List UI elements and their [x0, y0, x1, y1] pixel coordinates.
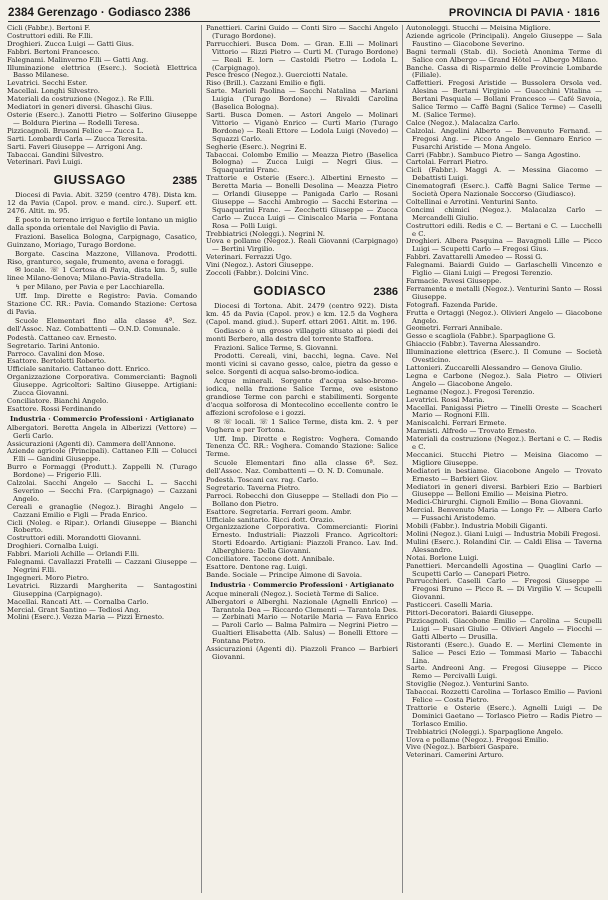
list-item: Albergatori e Alberghi. Nazionale (Agnelli Enrico) — Tarantola Dea — Riccardo Clementi — Tarantola Des. — Zerbinati Mario — Notarile Maria — Fava Enrico — Paroli Carlo — Balma Palmira — Negrini Pietro — Gualtieri Elisabetta (Alb. Salus) — Bonelli Ettore — Fontana Pietro. [206, 597, 398, 646]
list-item: Bande. Sociale — Principe Aimone di Savoia. [206, 570, 363, 579]
list-item: Tabaccai. Rozzetti Carolina — Torlasco Emilio — Pavioni Felice — Costa Pietro. [406, 688, 602, 705]
section-heading-giussago [7, 172, 197, 189]
list-item: Uova e pollame (Negoz.). Fregosi Emilio. [406, 735, 549, 744]
list-item: Esattore. Segretaria. Ferrari geom. Ambr. [206, 507, 352, 516]
list-item: Pesce fresco (Negoz.). Guerciotti Natale. [206, 71, 348, 80]
list-item: Pizzicagnoli. Giacobone Emilio — Carolina — Scupelli Luigi — Fusari Giulio — Olivieri Angelo — Fiocchi — Gatti Alberto — Drusilla. [406, 616, 602, 641]
section-heading-godiasco [206, 283, 398, 300]
list-item: Segretario. Tarini Antonio. [7, 341, 100, 350]
list-item: Podestà. Cattaneo cav. Ernesto. [7, 333, 117, 342]
list-item: Levatrici. Secchi Ester. [7, 79, 88, 88]
list-item: Legna e Carbone (Negoz.). Sala Pietro — Olivieri Angelo — Giacobone Angelo. [406, 371, 602, 388]
description-paragraph: Prodotti. Cereali, vini, bacchi, legna. Cave. Nel monti vicini si cavano gesso, calce, pietra da gesso e selce. Sorgenti di acqua salso-bromo-iodica. [206, 352, 398, 377]
list-item: Costruttori edili. Re F.lli. [7, 31, 93, 40]
list-item: Banche. Cassa di Risparmio delle Provincie Lombarde (Filiale). [406, 63, 602, 80]
list-item: Ingegneri. Moro Pietro. [7, 573, 89, 582]
list-item: Autonoleggi. Stucchi — Meisina Migliore. [406, 25, 551, 32]
list-item: Pittori-Decoratori. Baiardi Giuseppe. [406, 609, 534, 618]
list-item: Maniscalchi. Ferrari Ermete. [406, 419, 507, 428]
list-item: Tabaccai. Gandini Silvestro. [7, 150, 104, 159]
list-item: Panettieri. Carini Guido — Conti Siro — Sacchi Angelo (Turago Bordone). [206, 25, 398, 40]
list-item: Esattore. Dentone rag. Luigi. [206, 563, 308, 571]
list-item: Materiali da costruzione (Negoz.). Bertani e C. — Redis e C. [406, 435, 602, 452]
list-item: Mulini (Eserc.). Rolandini Cir. — Caldi Elisa — Taverna Alessandro. [406, 537, 602, 554]
list-item: Cicli (Fabbr.). Bertoni F. [7, 25, 91, 32]
list-item: Molini (Eserc.). Vezza Maria — Pizzi Ernesto. [7, 613, 164, 622]
list-item: Segretario. Taverna Pietro. [206, 483, 301, 492]
list-item: Mercial. Benvenuto Maria — Longo Fr. — Albera Carlo — Fussachi Aristodemo. [406, 506, 602, 523]
list-item: Fotografi. Fazenda Paride. [406, 300, 498, 309]
list-item: Albergatori. Beretta Angela in Alberizzi (Vettore) — Gerli Carlo. [7, 423, 197, 440]
list-item: Illuminazione elettrica (Eserc.). Il Comune — Società Ovesticino. [406, 348, 602, 365]
list-item: Parroci. Robecchi don Giuseppe — Stelladi don Pio — Bollano don Pietro. [206, 491, 398, 508]
column-rule [201, 25, 202, 893]
list-item: Fabbri. Marioli Achille — Orlandi F.lli. [7, 550, 140, 559]
list-item: Ghiaccio (Fabbr.). Taverna Alessandro. [406, 340, 541, 349]
list-item: Mercial. Grant Santino — Tediosi Ang. [7, 605, 141, 614]
giussago-officials [7, 335, 197, 414]
list-item: Ufficiale sanitario. Ricci dott. Orazio. [206, 515, 335, 524]
list-item: Acque minerali (Negoz.). Società Terme di Salice. [206, 589, 379, 598]
list-item: Coltellinai e Arrotini. Venturini Santo. [406, 197, 538, 206]
col1-top-list [7, 25, 197, 167]
description-paragraph: Frazioni. Baselica Bologna, Carpignago, Casatico, Guinzano, Moriago, Turago Bordone. [7, 232, 197, 249]
list-item: Concimi chimici (Negoz.). Malacalza Carlo — Mercandelli Giulio. [406, 205, 602, 222]
description-paragraph: Acque minerali. Sorgente d'acqua salso-bromo-iodica, nella frazione Salice Terme, ove esistono grandiose Terme con parchi e stabilimenti. Sorgente d'acqua solforosa di Montecolino eccellente contro le affezioni scrofolose e i gozzi. [206, 377, 398, 417]
list-item: Costruttori edili. Morandotti Giovanni. [7, 534, 142, 543]
list-item: Legname (Negoz.). Fregosi Terenzio. [406, 387, 535, 396]
godiasco-description [206, 303, 398, 476]
list-item: Levatrici. Rizzardi Margherita — Santagostini Giuseppina (Carpignago). [7, 581, 197, 598]
list-item: Aziende agricole (Principali). Angelo Giuseppe — Sala Faustino — Giacobone Severino. [406, 31, 602, 48]
list-item: Medici-Chirurghi. Cignoli Emilio — Bona Giovanni. [406, 498, 584, 507]
list-item: Zoccoli (Fabbr.). Dolcini Vinc. [206, 269, 309, 278]
list-item: Materiali da costruzione (Negoz.). Re F.lli. [7, 95, 155, 104]
description-paragraph: Uff. Imp. Dirette e Registro: Pavia. Comando Stazione CC. RR.: Pavia. Comando Stazione: Certosa di Pavia. [7, 292, 197, 316]
list-item: Illuminazione elettrica (Eserc.). Società Elettrica Basso Milanese. [7, 63, 197, 80]
list-item: Segherie (Eserc.). Negrini E. [206, 142, 307, 151]
list-item: Frutta e Ortaggi (Negoz.). Olivieri Angelo — Giacobone Angelo. [406, 308, 602, 325]
godiasco-businesses [206, 591, 398, 662]
list-item: Osterie (Eserc.). Zanotti Pietro — Solferino Giuseppe — Boldura Pierina — Rodelli Teresa. [7, 110, 197, 127]
list-item: Macellai. Panigassi Pietro — Tinelli Oreste — Scacheri Mario — Rognoni F.lli. [406, 403, 602, 420]
list-item: Meccanici. Stucchi Pietro — Meisina Giacomo — Migliore Giuseppe. [406, 450, 602, 467]
subsection-heading: Industria · Commercio Professioni · Artigianato [9, 414, 194, 423]
list-item: Gesso e scagliola (Fabbr.). Sparpaglione G. [406, 332, 556, 341]
list-item: Organizzazione Corporativa. Commercianti: Fiorini Ernesto. Industriali: Piazzoli Franco. Agricoltori: Storti Edoardo. Artigiani: Piazzoli Franco. Lav. Ind. Alberghiera: Della Giovanni. [206, 523, 398, 556]
list-item: Fabbri. Zavattarelli Amedeo — Rossi G. [406, 253, 543, 262]
list-item: Organizzazione Corporativa. Commercianti: Bagnoli Giuseppe. Agricoltori: Saltino Giuseppe. Artigiani: Zucca Giovanni. [7, 373, 197, 398]
list-item: Trebbiatrici (Noleggi.). Sparpaglione Angelo. [406, 727, 564, 736]
list-item: Uova e pollame (Negoz.). Reali Giovanni (Carpignago) — Bertini Virgilio. [206, 237, 398, 254]
description-paragraph: Borgate. Cascina Mazzone, Villanova. Prodotti. Riso, granturco, segale, frumento, avena e foraggi. [7, 249, 197, 266]
list-item: Mobili (Fabbr.). Industria Mobili Giganti. [406, 522, 548, 531]
list-item: Sarti. Busca Domen. — Astori Angelo — Molinari Vittorio — Viganò Enrico — Curti Mario (Turago Bordone) — Reali Ettore — Lodola Luigi (Novedo) — Squazzi Carlo. [206, 110, 398, 143]
list-item: Notai. Borlone Luigi. [406, 553, 479, 562]
list-item: Bagni termali (Stab. di). Società Anonima Terme di Salice con Albergo — Grand Hôtel — Albergo Milano. [406, 47, 602, 64]
list-item: Burro e Formaggi (Produtt.). Zappelli N. (Turago Bordone) — Frigerio F.lli. [7, 463, 197, 480]
list-item: Calzolai. Angelini Alberto — Benvenuto Fernand. — Fregosi Ang. — Picco Angelo — Gennaro Enrico — Fusarchi Aristide — Mona Angelo. [406, 126, 602, 151]
list-item: Pizzicagnoli. Brusoni Felice — Zucca L. [7, 126, 144, 135]
column-2 [206, 25, 398, 893]
description-paragraph: Scuole Elementari fino alla classe 4ª. Sez. dell'Assoc. Naz. Combattenti — O.N.D. Comunale. [7, 316, 197, 333]
list-item: Macellai. Rancati Att. — Cornalba Carlo. [7, 597, 149, 606]
column-rule [402, 25, 403, 893]
description-paragraph: ✉ ☏ locali. ☏ 1 Salice Terme, dista km. 2. ↯ per Voghera e per Tortona. [206, 417, 398, 434]
column-3 [406, 25, 602, 893]
list-item: Droghieri. Cornalba Luigi. [7, 542, 99, 551]
description-paragraph: Diocesi di Pavia. Abit. 3259 (centro 478). Dista km. 12 da Pavia (Capol. prov. e mand. circ.). Superf. ett. 2476. Altit. m. 95. [7, 191, 197, 216]
list-item: Parroco. Cavalini don Mose. [7, 349, 105, 358]
list-item: Calce (Negoz.). Malacalza Carlo. [406, 118, 520, 127]
list-item: Podestà. Toscani cav. rag. Carlo. [206, 476, 319, 485]
list-item: Farmacie. Pavesi Giuseppe. [406, 277, 502, 285]
list-item: Levatrici. Rossi Maria. [406, 395, 485, 404]
section-name: GIUSSAGO [53, 173, 126, 188]
list-item: Veterinari. Pavì Luigi. [7, 158, 83, 167]
description-paragraph: Diocesi di Tortona. Abit. 2479 (centro 922). Dista km. 45 da Pavia (Capol. prov.) e km. 12.5 da Voghera (Capol. mand. giud.). Superf. ettari 2061. Altit. m. 196. [206, 302, 398, 326]
list-item: Parrucchieri. Busca Dom. — Gran. E.lli — Molinari Vittorio — Rizzi Pietro — Curti M. (Turago Bordone) — Reali E. lorn — Castoldi Pietro — Lodola L. (Carpignago). [206, 39, 398, 72]
description-paragraph: Godiasco è un grosso villaggio situato ai piedi dei monti Berbero, alla destra del torrente Staffora. [206, 326, 398, 343]
list-item: Vive (Negoz.). Barbieri Gaspare. [406, 743, 519, 752]
description-paragraph: È posto in terreno irriguo e fertile lontano un miglio dalla sponda orientale del Naviglio di Pavia. [7, 216, 197, 232]
list-item: Marmisti. Alfredo — Trovato Ernesto. [406, 427, 537, 436]
list-item: Sarte. Marioli Paolina — Sacchi Natalina — Mariani Luigia (Turago Bordone) — Rivaldi Carolina (Baselica Bologna). [206, 87, 398, 112]
list-item: Fabbri. Bertoni Francesco. [7, 47, 100, 56]
col2-top-list [206, 25, 398, 278]
list-item: Trattorie e Osterie (Eserc.). Albertini Ernesto — Beretta Maria — Bonelli Desolina — Meazza Pietro — Orlandi Giuseppe — Panigada Carlo — Rosani Giuseppe — Sacchi Ambrogio — Sacchi Esterina — Squaquarini Franc. — Zecchetti Giuseppe — Zucca Carlo — Zucca Luigi — Ciniscalco Maria — Fontana Rosa — Polli Luigi. [206, 174, 398, 230]
list-item: Stoviglie (Negoz.). Venturini Santo. [406, 680, 529, 689]
list-item: Falegnami. Cavallazzi Fratelli — Cazzani Giuseppe — Negrini F.lli. [7, 558, 197, 574]
list-item: Parrucchieri. Caselli Carlo — Fregosi Giuseppe — Fregosi Bruno — Picco R. — Di Virgilio V. — Scupelli Giovanni. [406, 577, 602, 602]
list-item: Cereali e granaglie (Negoz.). Biraghi Angelo — Cazzani Emilio e Figli — Prada Enrico. [7, 502, 197, 519]
list-item: Sarti. Faveri Giuseppe — Arrigoni Ang. [7, 142, 143, 151]
list-item: Lattonieri. Zuccarelli Alessandro — Genova Giulio. [406, 363, 583, 372]
page-header [8, 4, 600, 22]
list-item: Veterinari. Camerini Arturo. [406, 751, 504, 760]
list-item: Conciliatore. Taccone dott. Annibale. [206, 555, 335, 564]
list-item: Veterinari. Ferrazzi Ugo. [206, 253, 292, 262]
giussago-description [7, 192, 197, 333]
list-item: Mediatori in generi diversi. Ghaschi Gius. [7, 103, 153, 112]
list-item: Esattore. Rossi Ferdinando [7, 404, 102, 413]
subsection-heading: Industria · Commercio Professioni · Artigianato [209, 580, 394, 589]
list-item: Costruttori edili. Redis e C. — Bertani e C. — Lucchelli e C. [406, 221, 602, 238]
list-item: Cinematografi (Eserc.). Caffè Bagni Salice Terme — Società Opera Nazionale Soccorso (Giudiasco). [406, 182, 602, 199]
list-item: Assicurazioni (Agenti di). Piazzoli Franco — Barbieri Giovanni. [206, 645, 398, 661]
section-name: GODIASCO [253, 284, 327, 298]
column-1 [7, 25, 197, 893]
list-item: Aziende agricole (Principali). Cattaneo F.lli — Colucci F.lli — Gandini Giuseppe. [7, 447, 197, 464]
list-item: Droghieri. Albera Pasquina — Bavagnoli Lille — Picco Luigi — Scupetti Carlo — Fregosi Gius. [406, 237, 602, 254]
description-paragraph: ↯ per Milano, per Pavia e per Lacchiarella. [15, 283, 165, 292]
list-item: Esattore. Bertoletti Roberto. [7, 357, 107, 366]
list-item: Vini (Negoz.). Astori Giuseppe. [206, 261, 314, 270]
list-item: Falegnami. Baiardi Guido — Garlaschelli Vincenzo e Figlio — Giani Luigi — Fregosi Terenzio. [406, 261, 602, 278]
header-right: PROVINCIA DI PAVIA · 1816 [448, 6, 600, 19]
description-paragraph: Scuole Elementari fino alla classe 6ª. Sez. dell'Assoc. Naz. Combattenti — O. N. D. Comunale. [206, 459, 398, 476]
list-item: Sarte. Andreoni Ang. — Fregosi Giuseppe — Picco Remo — Percivalli Luigi. [406, 664, 602, 681]
godiasco-officials [206, 477, 398, 580]
list-item: Conciliatore. Bianchi Angelo. [7, 396, 109, 405]
list-item: Ufficiale sanitario. Cattaneo dott. Enrico. [7, 365, 151, 374]
list-item: Assicurazioni (Agenti di). Cammera dell'Annone. [7, 439, 176, 448]
list-item: Riso (Brill.). Cazzani Emilio e figli. [206, 79, 326, 88]
list-item: Cartolai. Ferrari Pietro. [406, 158, 488, 167]
description-paragraph: ✉ locale. ☏ 1 Certosa di Pavia, dista km. 5, sulle linee Milano-Genova; Milano-Pavia-Stradella. [7, 266, 197, 283]
list-item: Trattorie e Osterie (Eserc.). Agnelli Luigi — De Dominici Gaetano — Torlasco Pietro — Radis Pietro — Torlasco Emilio. [406, 703, 602, 728]
list-item: Tabaccai. Colombo Emilio — Meazza Pietro (Baselica Bologna) — Zucca Luigi — Negri Gius. — Squaquarini Franc. [206, 150, 398, 175]
list-item: Droghieri. Zucca Luigi — Gatti Gius. [7, 39, 134, 48]
list-item: Calzolai. Sacchi Angelo — Sacchi L. — Sacchi Severino — Secchi Fra. (Carpignago) — Cazzani Angelo. [7, 479, 197, 503]
list-item: Pasticceri. Caselli Maria. [406, 601, 493, 610]
giussago-businesses [7, 425, 197, 623]
col3-list [406, 25, 602, 760]
list-item: Caffettieri. Fregosi Aristide — Bussolera Orsola ved. Alesina — Bertani Virginio — Guacchini Vitalina — Bertani Pasquale — Bollani Francesco — Café Savoia, Salice Termo — Caffè Bagni (Salice Terme) — Caselli M. (Salice Terme). [406, 79, 602, 119]
list-item: Ferramenta e metalli (Negoz.). Venturini Santo — Rossi Giuseppe. [406, 284, 602, 301]
list-item: Trebbiatrici (Noleggi.). Negrini N. [206, 229, 325, 238]
list-item: Macellai. Longhi Silvestro. [7, 87, 100, 96]
list-item: Panettieri. Mercandelli Agostina — Quaglini Carlo — Scupetti Carlo — Canepari Pietro. [406, 561, 602, 578]
list-item: Ristoranti (Eserc.). Guado E. — Merlini Clemente in Salice — Pesci Ezio — Tommasi Mario — Tabacchi Lina. [406, 640, 602, 665]
list-item: Geometri. Ferrari Annibale. [406, 324, 503, 333]
list-item: Cicli (Fabbr.). Maggi A. — Messina Giacomo — Debattisti Luigi. [406, 166, 602, 183]
section-number: 2386 [373, 286, 398, 298]
description-paragraph: Frazioni. Salice Terme, S. Giovanni. [214, 343, 339, 352]
header-left: 2384 Gerenzago · Godiasco 2386 [8, 6, 191, 19]
list-item: Falegnami. Malinverno F.lli — Gatti Ang. [7, 55, 149, 64]
list-item: Sarti. Lombardi Carla — Zucca Teresita. [7, 134, 148, 143]
description-paragraph: Uff. Imp. Dirette e Registro: Voghera. Comando Tenenza CC. RR.: Voghera. Comando Stazione: Salice Terme. [206, 434, 398, 459]
list-item: Carri (Fabbr.). Sambuco Pietro — Sanga Agostino. [406, 150, 581, 159]
list-item: Mediatori in generi diversi. Barbieri Ezio — Barbieri Giuseppe — Belloni Emilio — Meisina Pietro. [406, 482, 602, 499]
list-item: Mediatori in bestiame. Giacobone Angelo — Trovato Ernesto — Barbieri Giov. [406, 466, 602, 483]
section-number: 2385 [172, 175, 197, 188]
list-item: Cicli (Noleg. e Ripar.). Orlandi Giuseppe — Bianchi Roberto. [7, 518, 197, 535]
list-item: Molini (Negoz.). Giani Luigi — Industria Mobili Fregosi. [406, 530, 601, 538]
